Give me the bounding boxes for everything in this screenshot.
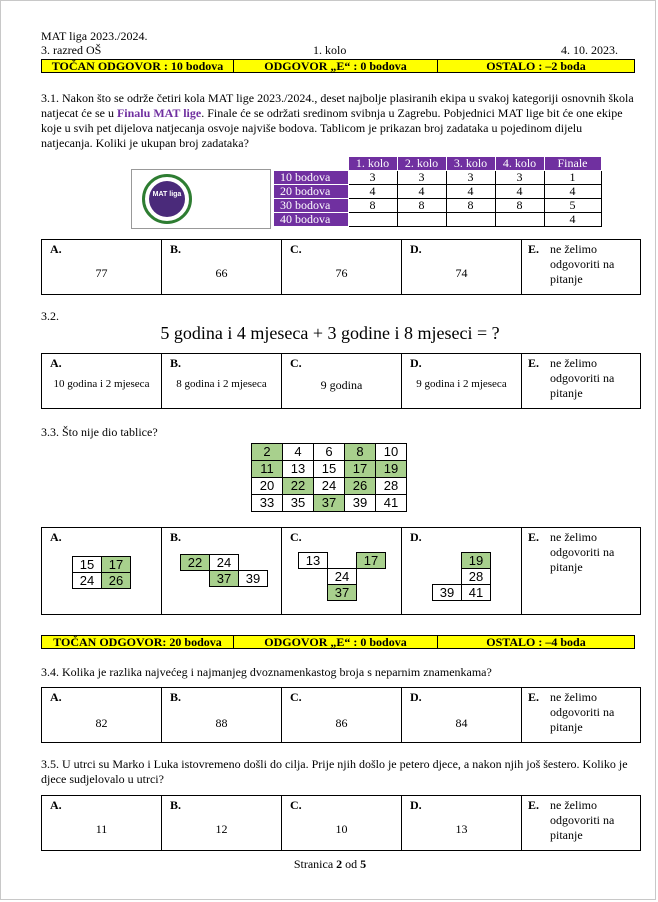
grid-cell: 33 — [252, 495, 283, 512]
fragment-cell: 15 — [73, 557, 102, 573]
fragment-cell: 28 — [462, 569, 491, 585]
grade-label: 3. razred OŠ — [41, 43, 102, 57]
grid-cell: 2 — [252, 444, 283, 461]
scoring-other: OSTALO : –2 boda — [486, 59, 586, 73]
grid-cell: 10 — [376, 444, 407, 461]
fragment-cell: 24 — [73, 573, 102, 589]
answer-d[interactable]: D. 9 godina i 2 mjeseca — [402, 354, 522, 408]
number-grid — [251, 443, 407, 512]
grid-cell: 39 — [345, 495, 376, 512]
answer-e[interactable]: E. ne želimo odgovoriti na pitanje — [528, 798, 615, 842]
answer-a[interactable]: A. 10 godina i 2 mjeseca — [42, 354, 162, 408]
fragment-cell: 24 — [328, 569, 357, 585]
grid-cell: 35 — [283, 495, 314, 512]
scoring-bar-1 — [41, 59, 635, 73]
answer-c[interactable]: C. 76 — [282, 240, 402, 294]
answer-a[interactable]: A. 11 — [42, 796, 162, 850]
scoring-correct: TOČAN ODGOVOR: 20 bodova — [42, 636, 234, 648]
answers-3-1 — [41, 239, 641, 295]
answer-b[interactable]: B. 8 godina i 2 mjeseca — [162, 354, 282, 408]
answers-3-5 — [41, 795, 641, 851]
scoring-correct: TOČAN ODGOVOR : 10 bodova — [42, 60, 234, 72]
answer-c[interactable]: C. 10 — [282, 796, 402, 850]
fragment-cell: 24 — [210, 555, 239, 571]
scoring-e: ODGOVOR „E“ : 0 bodova — [234, 60, 438, 72]
question-3-2-equation: 5 godina i 4 mjeseca + 3 godine i 8 mjeseci = ? — [160, 323, 500, 343]
page-footer: Stranica 2 od 5 — [293, 857, 367, 871]
fragment-cell: 37 — [210, 571, 239, 587]
scoring-bar-2 — [41, 635, 635, 649]
answers-3-4 — [41, 687, 641, 743]
grid-cell: 41 — [376, 495, 407, 512]
fragment-cell: 17 — [357, 553, 386, 569]
fragment-cell: 37 — [328, 585, 357, 601]
final-highlight: Finalu MAT lige — [116, 106, 202, 120]
answer-a[interactable]: A. 82 — [42, 688, 162, 742]
answer-a[interactable]: A. 15 17 24 26 — [42, 528, 162, 614]
answer-c[interactable]: C. 86 — [282, 688, 402, 742]
answer-d[interactable]: D. 19 28 39 41 — [402, 528, 522, 614]
answer-e[interactable]: E. ne želimo odgovoriti na pitanje — [528, 242, 615, 286]
answers-3-3 — [41, 527, 641, 615]
fragment-cell — [181, 571, 210, 587]
round-label: 1. kolo — [313, 43, 347, 57]
fragment-cell — [299, 585, 328, 601]
question-3-5: 3.5. U utrci su Marko i Luka istovremeno došli do cilja. Prije njih došlo je petero djece, a nakon njih još šestero. Koliko je djece sudjelovalo u utrci? — [41, 757, 628, 786]
fragment-cell: 26 — [102, 573, 131, 589]
grid-cell: 20 — [252, 478, 283, 495]
fragment-cell: 39 — [239, 571, 268, 587]
grid-cell: 13 — [283, 461, 314, 478]
grid-cell: 4 — [283, 444, 314, 461]
grid-cell: 26 — [345, 478, 376, 495]
fragment-cell — [357, 569, 386, 585]
question-3-4: 3.4. Kolika je razlika najvećeg i najmanjeg dvoznamenkastog broja s neparnim znamenkama? — [41, 665, 492, 679]
fragment-cell — [433, 553, 462, 569]
grid-cell: 37 — [314, 495, 345, 512]
answer-d[interactable]: D. 13 — [402, 796, 522, 850]
grid-cell: 17 — [345, 461, 376, 478]
grid-cell: 15 — [314, 461, 345, 478]
question-3-1: 3.1. Nakon što se održe četiri kola MAT lige 2023./2024., deset najbolje plasiranih ekipa u svakoj kategoriji osnovnih škola natjecat će se u Finalu MAT lige. Finale će se održati sredinom svibnja u Zagrebu. Pobjednici MAT lige bit će one ekipe koje u svih pet dijelova natjecanja osvoje najviše bodova. Tablicom je prikazan broj zadataka u pojedinom dijelu natjecanja. Koliki je ukupan broj zadataka? — [41, 91, 634, 150]
answer-b[interactable]: B. 12 — [162, 796, 282, 850]
question-3-2-number: 3.2. — [41, 309, 59, 323]
answer-c[interactable]: C. 9 godina — [282, 354, 402, 408]
answer-b[interactable]: B. 22 24 37 39 — [162, 528, 282, 614]
scoring-e: ODGOVOR „E“ : 0 bodova — [234, 636, 438, 648]
fragment-cell: 17 — [102, 557, 131, 573]
answer-e[interactable]: E. ne želimo odgovoriti na pitanje — [528, 356, 615, 400]
answer-d[interactable]: D. 84 — [402, 688, 522, 742]
mat-liga-logo — [131, 169, 271, 229]
fragment-cell — [299, 569, 328, 585]
grid-cell: 22 — [283, 478, 314, 495]
fragment-cell — [328, 553, 357, 569]
fragment-cell: 13 — [299, 553, 328, 569]
answer-e[interactable]: E. ne želimo odgovoriti na pitanje — [528, 690, 615, 734]
fragment-cell: 22 — [181, 555, 210, 571]
fragment-cell — [239, 555, 268, 571]
answer-e[interactable]: E. ne želimo odgovoriti na pitanje — [528, 530, 615, 574]
fragment-cell — [357, 585, 386, 601]
grid-cell: 8 — [345, 444, 376, 461]
fragment-cell: 41 — [462, 585, 491, 601]
answer-a[interactable]: A. 77 — [42, 240, 162, 294]
grid-cell: 24 — [314, 478, 345, 495]
date-label: 4. 10. 2023. — [561, 43, 618, 57]
answers-3-2 — [41, 353, 641, 409]
answer-c[interactable]: C. 13 17 24 37 — [282, 528, 402, 614]
grid-cell: 11 — [252, 461, 283, 478]
question-3-3: 3.3. Što nije dio tablice? — [41, 425, 158, 439]
grid-cell: 19 — [376, 461, 407, 478]
scoring-other: OSTALO : –4 boda — [486, 635, 586, 649]
grid-cell: 6 — [314, 444, 345, 461]
fragment-cell: 39 — [433, 585, 462, 601]
answer-b[interactable]: B. 88 — [162, 688, 282, 742]
grid-cell: 28 — [376, 478, 407, 495]
league-title: MAT liga 2023./2024. — [41, 29, 148, 43]
logo-lettering: MAT liga — [149, 181, 185, 217]
answer-b[interactable]: B. 66 — [162, 240, 282, 294]
fragment-cell — [433, 569, 462, 585]
fragment-cell: 19 — [462, 553, 491, 569]
tasks-table: 1. kolo 2. kolo 3. kolo 4. kolo Finale 10 bodova 3 3 3 3 1 20 bodova 4 4 4 4 4 30 bodova 8 8 8 8 5 40 bodova 4 — [273, 156, 602, 227]
answer-d[interactable]: D. 74 — [402, 240, 522, 294]
